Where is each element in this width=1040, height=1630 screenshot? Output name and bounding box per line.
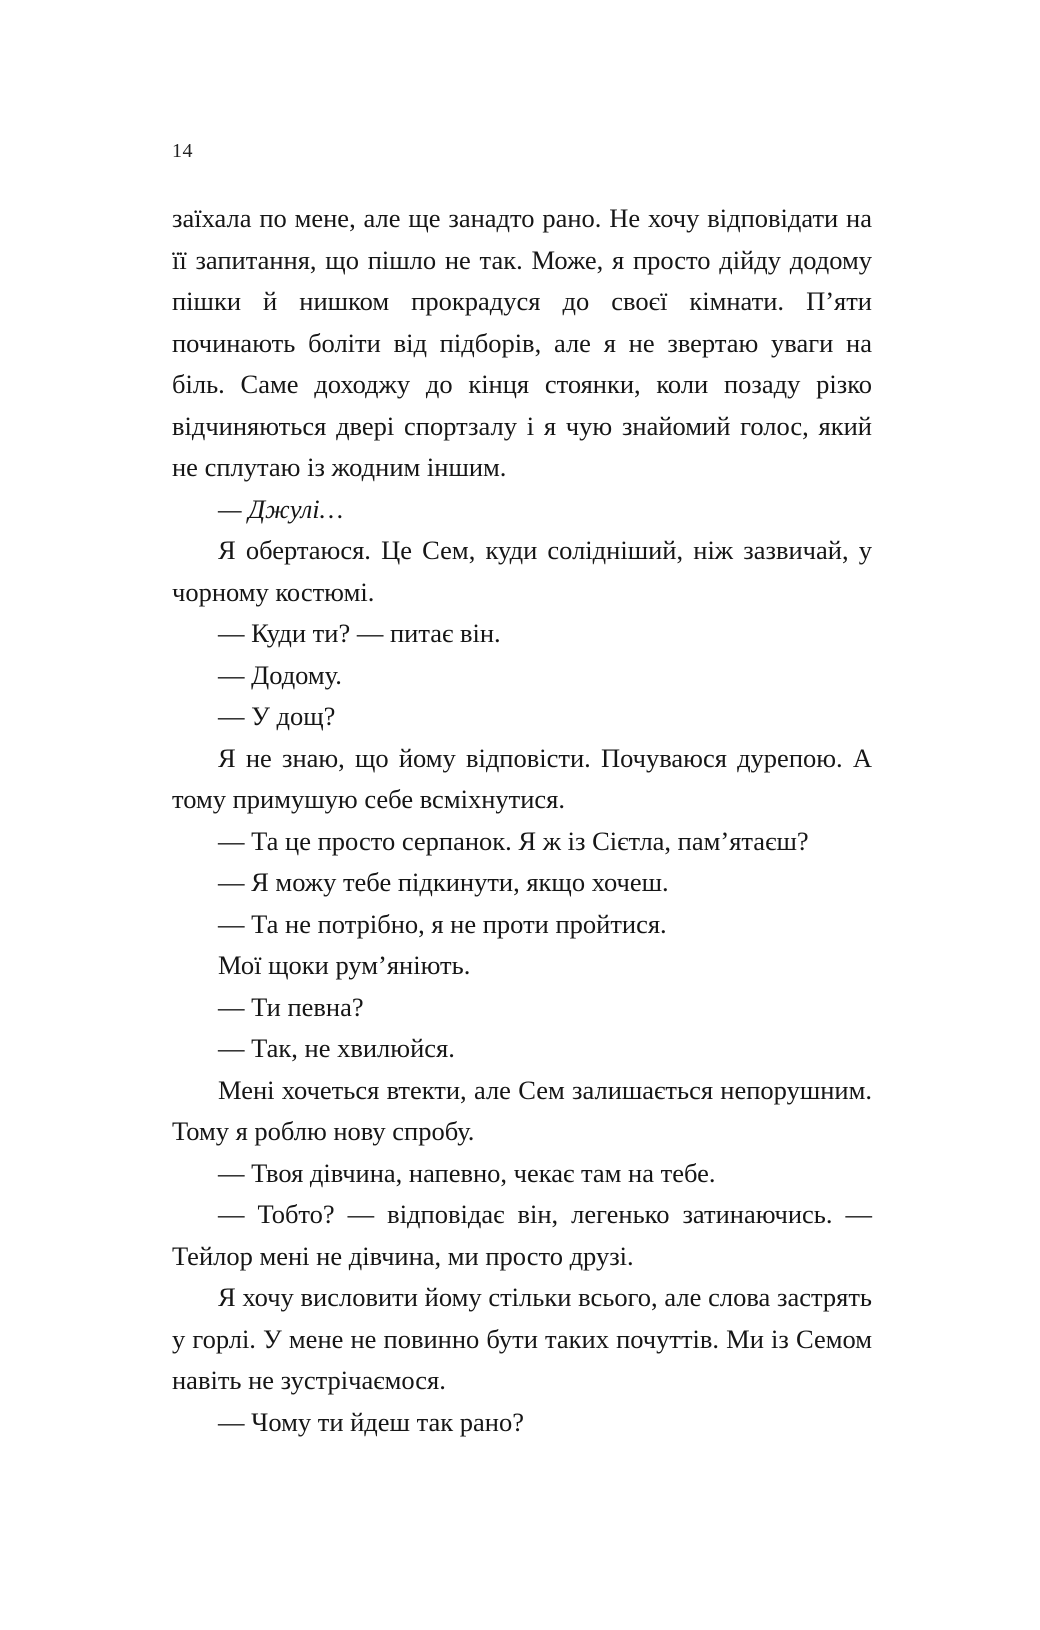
paragraph: — Чому ти йдеш так рано? (218, 1406, 524, 1437)
paragraph: — Додому. (218, 659, 342, 690)
page-number: 14 (172, 140, 193, 162)
paragraph: Я обертаюся. Це Сем, куди солідніший, ніж зазвичай, у чорному костюмі. (172, 535, 872, 607)
paragraph: — Ти певна? (218, 991, 364, 1022)
paragraph: заїхала по мене, але ще занадто рано. Не хочу відповідати на її запитання, що пішло не так. Може, я просто дійду додому пішки й нишком прокрадуся до своєї кімнати. П’яти починають боліти від підборів, але я не звертаю уваги на біль. Саме доходжу до кінця стоянки, коли позаду різко відчиняються двері спортзалу і я чую знайомий голос, який не сплутаю із жодним іншим. (172, 203, 872, 482)
paragraph: — Та не потрібно, я не проти пройтися. (218, 908, 667, 939)
paragraph: — У дощ? (218, 701, 336, 731)
paragraph: — Куди ти? — питає він. (218, 618, 501, 648)
paragraph: — Твоя дівчина, напевно, чекає там на тебе. (218, 1157, 716, 1188)
paragraph (172, 489, 872, 531)
paragraph: Я не знаю, що йому відповісти. Почуваюся дурепою. А тому примушую себе всміхнутися. (172, 742, 872, 814)
paragraph: Я хочу висловити йому стільки всього, але слова застрять у горлі. У мене не повинно бути таких почуттів. Ми із Семом навіть не зустрічаємося. (172, 1282, 872, 1395)
paragraph: Мої щоки рум’яніють. (218, 950, 471, 980)
paragraph: — Та це просто серпанок. Я ж із Сієтла, пам’ятаєш? (218, 825, 809, 856)
paragraph: — Тобто? — відповідає він, легенько затинаючись. — Тейлор мені не дівчина, ми просто друзі. (172, 1199, 872, 1271)
paragraph-italic: — Джулі… (218, 493, 344, 524)
paragraph: — Так, не хвилюйся. (218, 1033, 455, 1063)
paragraph: Мені хочеться втекти, але Сем залишається непорушним. Тому я роблю нову спробу. (172, 1074, 872, 1146)
page-body-text (172, 198, 872, 1443)
paragraph: — Я можу тебе підкинути, якщо хочеш. (218, 867, 669, 897)
